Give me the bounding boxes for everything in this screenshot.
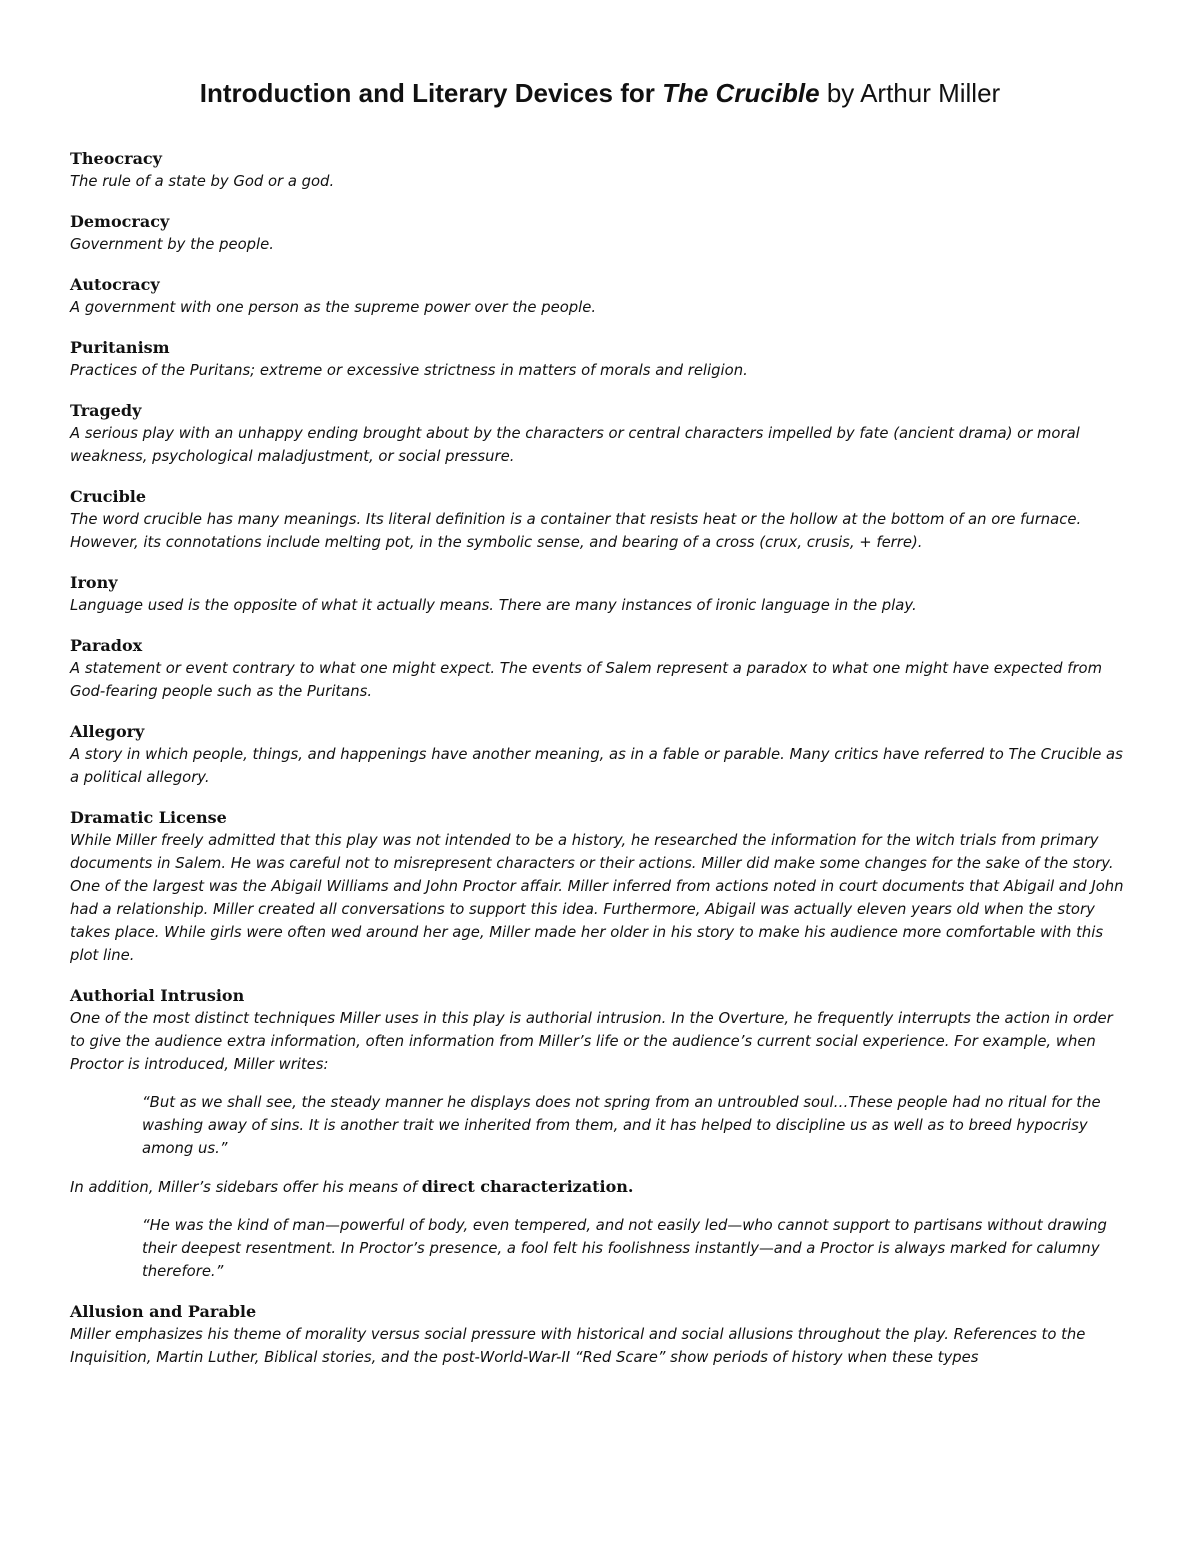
entry-puritanism bbox=[70, 336, 1130, 382]
term-heading: Democracy bbox=[70, 212, 170, 231]
entry-autocracy bbox=[70, 273, 1130, 319]
entry-theocracy bbox=[70, 147, 1130, 193]
entry-crucible bbox=[70, 485, 1130, 554]
addition-paragraph bbox=[70, 1175, 1130, 1199]
term-definition: The word crucible has many meanings. Its literal definition is a container that resists heat or the hollow at the bottom of an ore furnace. However, its connotations include melting pot, in the symbolic sense, and bearing of a cross (crux, crusis, + ferre). bbox=[70, 511, 1082, 551]
term-heading: Irony bbox=[70, 573, 118, 592]
term-heading: Theocracy bbox=[70, 149, 162, 168]
term-heading: Dramatic License bbox=[70, 808, 227, 827]
term-definition: Practices of the Puritans; extreme or excessive strictness in matters of morals and religion. bbox=[70, 362, 748, 379]
term-definition: The rule of a state by God or a god. bbox=[70, 173, 335, 190]
entry-irony bbox=[70, 571, 1130, 617]
term-heading: Allusion and Parable bbox=[70, 1302, 257, 1321]
entry-allegory bbox=[70, 720, 1130, 789]
entry-tragedy bbox=[70, 399, 1130, 468]
entry-democracy bbox=[70, 210, 1130, 256]
title-book-name: The Crucible bbox=[662, 78, 820, 108]
entry-dramatic-license bbox=[70, 806, 1130, 967]
term-definition: One of the most distinct techniques Miller uses in this play is authorial intrusion. In the Overture, he frequently interrupts the action in order to give the audience extra information, often information from Miller’s life or the audience’s current social experience. For example, when Proctor is introduced, Miller writes: bbox=[70, 1010, 1113, 1073]
title-author: by Arthur Miller bbox=[819, 78, 1001, 108]
term-heading: Crucible bbox=[70, 487, 147, 506]
term-heading: Authorial Intrusion bbox=[70, 986, 245, 1005]
term-heading: Allegory bbox=[70, 722, 145, 741]
addition-text: In addition, Miller’s sidebars offer his means of bbox=[70, 1179, 422, 1196]
term-definition: Government by the people. bbox=[70, 236, 274, 253]
block-quote-2: “He was the kind of man—powerful of body, even tempered, and not easily led—who cannot support to partisans without drawing their deepest resentment. In Proctor’s presence, a fool felt his foolishness instantly—and a Proctor is always marked for calumny therefore.” bbox=[142, 1217, 1107, 1280]
term-definition: While Miller freely admitted that this play was not intended to be a history, he researched the information for the witch trials from primary documents in Salem. He was careful not to misrepresent characters or their actions. Miller did make some changes for the sake of the story. One of the largest was the Abigail Williams and John Proctor affair. Miller inferred from actions noted in court documents that Abigail and John had a relationship. Miller created all conversations to support this idea. Furthermore, Abigail was actually eleven years old when the story takes place. While girls were often wed around her age, Miller made her older in his story to make his audience more comfortable with this plot line. bbox=[70, 832, 1124, 964]
block-quote-1: “But as we shall see, the steady manner he displays does not spring from an untroubled soul…These people had no ritual for the washing away of sins. It is another trait we inherited from them, and it has helped to discipline us as well as to breed hypocrisy among us.” bbox=[142, 1094, 1101, 1157]
entry-allusion-and-parable bbox=[70, 1300, 1130, 1369]
term-heading: Autocracy bbox=[70, 275, 160, 294]
term-definition: A serious play with an unhappy ending brought about by the characters or central characters impelled by fate (ancient drama) or moral weakness, psychological maladjustment, or social pressure. bbox=[70, 425, 1080, 465]
term-heading: Tragedy bbox=[70, 401, 142, 420]
page-title bbox=[70, 76, 1130, 110]
term-definition: A statement or event contrary to what one might expect. The events of Salem represent a paradox to what one might have expected from God-fearing people such as the Puritans. bbox=[70, 660, 1103, 700]
term-definition: A story in which people, things, and happenings have another meaning, as in a fable or parable. Many critics have referred to The Crucible as a political allegory. bbox=[70, 746, 1123, 786]
entry-paradox bbox=[70, 634, 1130, 703]
term-definition: A government with one person as the supreme power over the people. bbox=[70, 299, 597, 316]
entry-authorial-intrusion bbox=[70, 984, 1130, 1283]
term-definition: Miller emphasizes his theme of morality versus social pressure with historical and social allusions throughout the play. References to the Inquisition, Martin Luther, Biblical stories, and the post-World-War-II “Red Scare” show periods of history when these types bbox=[70, 1326, 1086, 1366]
title-part-1: Introduction and Literary Devices for bbox=[199, 78, 663, 108]
term-heading: Puritanism bbox=[70, 338, 170, 357]
term-heading: Paradox bbox=[70, 636, 143, 655]
addition-bold-term: direct characterization. bbox=[421, 1177, 634, 1196]
term-definition: Language used is the opposite of what it actually means. There are many instances of ironic language in the play. bbox=[70, 597, 917, 614]
